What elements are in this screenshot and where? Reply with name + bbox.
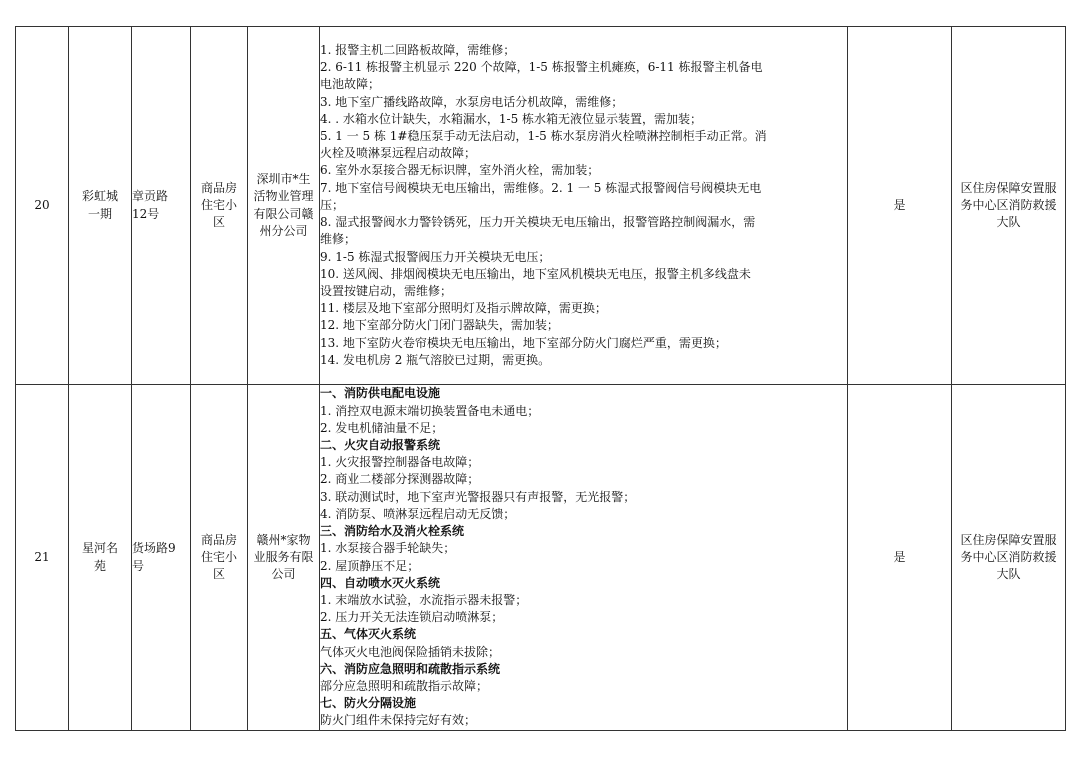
issue-section-heading: 三、消防给水及消火栓系统 [320, 524, 465, 539]
property-company: 赣州*家物业服务有限公司 [248, 385, 320, 731]
issue-item: 2. 屋顶静压不足； [320, 558, 420, 573]
responsible-department: 区住房保障安置服务中心区消防救援大队 [952, 27, 1066, 385]
issue-item: 电池故障； [320, 77, 381, 92]
table-row [16, 385, 1066, 731]
issue-item: 2. 发电机储油量不足； [320, 420, 444, 435]
issue-list [320, 385, 848, 731]
issue-item: 13. 地下室防火卷帘模块无电压输出，地下室部分防火门腐烂严重，需更换； [320, 335, 727, 350]
issue-item: 2. 6-11 栋报警主机显示 220 个故障，1-5 栋报警主机瘫痪，6-11 栋报警主机备电 [320, 60, 763, 75]
property-type: 商品房住宅小区 [191, 27, 248, 385]
property-type: 商品房住宅小区 [191, 385, 248, 731]
issue-list [320, 27, 848, 385]
issue-item: 防火门组件未保持完好有效； [320, 713, 477, 728]
issue-item: 2. 商业二楼部分探测器故障； [320, 472, 480, 487]
issue-item: 8. 湿式报警阀水力警铃锈死，压力开关模块无电压输出，报警管路控制阀漏水，需 [320, 215, 756, 230]
issue-item: 3. 地下室广播线路故障，水泵房电话分机故障，需维修； [320, 94, 624, 109]
flag-cell: 是 [848, 385, 952, 731]
issue-item: 1. 报警主机二回路板故障，需维修； [320, 43, 516, 58]
table-body [16, 27, 1066, 731]
flag-cell: 是 [848, 27, 952, 385]
issue-section-heading: 六、消防应急照明和疏散指示系统 [320, 661, 501, 676]
issue-item: 1. 末端放水试验，水流指示器未报警； [320, 592, 528, 607]
issue-item: 1. 火灾报警控制器备电故障； [320, 455, 480, 470]
issue-item: 1. 水泵接合器手轮缺失； [320, 541, 456, 556]
issue-item: 设置按键启动，需维修； [320, 283, 453, 298]
issue-section-heading: 一、消防供电配电设施 [320, 386, 441, 401]
row-number: 20 [16, 27, 69, 385]
issue-item: 1. 消控双电源末端切换装置备电未通电； [320, 403, 540, 418]
issue-item: 12. 地下室部分防火门闭门器缺失，需加装； [320, 318, 559, 333]
issue-item: 11. 楼层及地下室部分照明灯及指示牌故障，需更换； [320, 301, 607, 316]
issue-section-heading: 二、火灾自动报警系统 [320, 438, 441, 453]
community-address: 货场路9号 [132, 385, 191, 731]
issue-item: 压； [320, 197, 345, 212]
issue-item: 部分应急照明和疏散指示故障； [320, 678, 489, 693]
rectification-table [15, 26, 1066, 731]
issue-item: 4. 消防泵、喷淋泵远程启动无反馈； [320, 506, 516, 521]
responsible-department: 区住房保障安置服务中心区消防救援大队 [952, 385, 1066, 731]
issue-item: 14. 发电机房 2 瓶气溶胶已过期，需更换。 [320, 352, 551, 367]
property-company: 深圳市*生活物业管理有限公司赣州分公司 [248, 27, 320, 385]
issue-item: 6. 室外水泵接合器无标识牌，室外消火栓，需加装； [320, 163, 600, 178]
issue-section-heading: 四、自动喷水灭火系统 [320, 575, 441, 590]
community-name: 彩虹城一期 [69, 27, 132, 385]
community-name: 星河名苑 [69, 385, 132, 731]
issue-item: 10. 送风阀、排烟阀模块无电压输出，地下室风机模块无电压，报警主机多线盘未 [320, 266, 751, 281]
issue-item: 维修； [320, 232, 357, 247]
issue-section-heading: 五、气体灭火系统 [320, 627, 417, 642]
issue-section-heading: 七、防火分隔设施 [320, 696, 417, 711]
issue-item: 气体灭火电池阀保险插销未拔除； [320, 644, 501, 659]
row-number: 21 [16, 385, 69, 731]
issue-item: 7. 地下室信号阀模块无电压输出，需维修。2. 1 一 5 栋湿式报警阀信号阀模块无电 [320, 180, 762, 195]
issue-item: 2. 压力开关无法连锁启动喷淋泵； [320, 610, 504, 625]
issue-item: 4. . 水箱水位计缺失，水箱漏水，1-5 栋水箱无液位显示装置，需加装； [320, 111, 703, 126]
issue-item: 5. 1 一 5 栋 1#稳压泵手动无法启动，1-5 栋水泵房消火栓喷淋控制柜手动正常。消 [320, 129, 767, 144]
community-address: 章贡路12号 [132, 27, 191, 385]
issue-item: 3. 联动测试时，地下室声光警报器只有声报警，无光报警； [320, 489, 636, 504]
issue-item: 火栓及喷淋泵远程启动故障； [320, 146, 477, 161]
issue-item: 9. 1-5 栋湿式报警阀压力开关模块无电压； [320, 249, 551, 264]
table-row [16, 27, 1066, 385]
